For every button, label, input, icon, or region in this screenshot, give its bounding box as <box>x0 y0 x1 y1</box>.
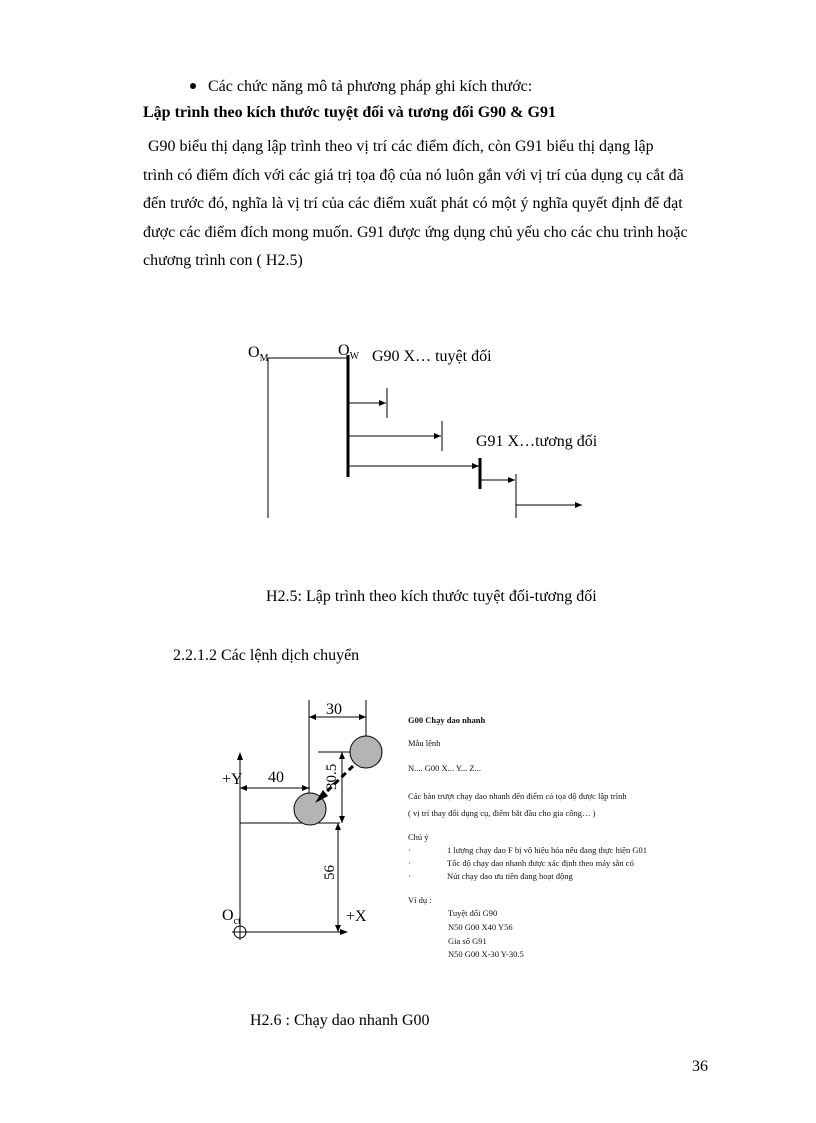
g00-desc-2: ( vị trí thay đổi dụng cụ, điểm bắt đầu cho gia công… ) <box>408 808 596 818</box>
arrowhead-icon <box>309 714 316 720</box>
dim-30-5-label: 30.5 <box>324 763 340 790</box>
g91-label: G91 X…tương đối <box>476 433 598 450</box>
g00-note-3: Nút chạy dao ưu tiên đang hoạt động <box>447 871 573 881</box>
arrowhead-icon <box>302 785 309 791</box>
dim-40-label: 40 <box>268 769 284 786</box>
dim-56-label: 56 <box>322 865 338 880</box>
g00-note-2: Tốc độ chạy dao nhanh được xác định theo máy sẵn có <box>447 858 634 868</box>
note-bullet: · <box>408 845 411 855</box>
g00-form-label: Mẫu lệnh <box>408 738 441 748</box>
note-bullet: · <box>408 871 411 881</box>
arrowhead-icon <box>339 752 345 759</box>
g00-example-2: N50 G00 X40 Y56 <box>448 922 513 932</box>
g90-label: G90 X… tuyệt đối <box>372 348 492 365</box>
dim-30-label: 30 <box>326 701 342 718</box>
oct-label: $O_{ct}$ <box>222 907 241 927</box>
subsection-heading: 2.2.1.2 Các lệnh dịch chuyển <box>173 647 360 664</box>
plus-y-label: +Y <box>222 771 243 788</box>
g00-note-title: Chú ý <box>408 832 429 842</box>
arrowhead-icon <box>359 714 366 720</box>
paragraph-line: chương trình con ( H2.5) <box>143 252 303 269</box>
bullet-text: Các chức năng mô tả phương pháp ghi kích thước: <box>208 78 533 95</box>
g00-example-title: Ví dụ : <box>408 895 432 905</box>
g00-example-4: N50 G00 X-30 Y-30.5 <box>448 949 524 959</box>
g00-form: N.... G00 X... Y... Z... <box>408 763 481 773</box>
x-arrowhead-icon <box>340 929 348 935</box>
arrowhead-icon <box>339 816 345 823</box>
arrowhead-icon <box>335 823 341 830</box>
paragraph-line: được các điểm đích mong muốn. G91 được ứng dụng chủ yếu cho các chu trình hoặc <box>143 223 688 241</box>
g00-note-1: 1 lượng chạy dao F bị vô hiệu hóa nếu đang thực hiện G01 <box>447 845 647 855</box>
figure1-caption: H2.5: Lập trình theo kích thước tuyệt đối-tương đối <box>266 588 597 605</box>
y-arrowhead-icon <box>237 752 243 760</box>
paragraph-line: trình có điểm đích với các giá trị tọa độ của nó luôn gắn với vị trí của dụng cụ cắt đã <box>143 166 684 184</box>
g00-example-1: Tuyệt đối G90 <box>448 908 498 918</box>
plus-x-label: +X <box>346 908 367 925</box>
om-label: $O_M$ <box>248 344 269 364</box>
figure2-caption: H2.6 : Chạy dao nhanh G00 <box>250 1012 430 1029</box>
paragraph-line: đến trước đó, nghĩa là vị trí của các điểm xuất phát có một ý nghĩa quyết định để đạt <box>143 195 683 212</box>
note-bullet: · <box>408 858 411 868</box>
tool-start-circle <box>350 736 382 768</box>
g00-desc-1: Các bàn trượt chạy dao nhanh đến điểm có tọa độ được lập trình <box>408 791 627 801</box>
g00-notes-title: G00 Chạy dao nhanh <box>408 715 486 725</box>
ow-label: $O_W$ <box>338 342 360 362</box>
paragraph-line: G90 biểu thị dạng lập trình theo vị trí các điểm đích, còn G91 biểu thị dạng lập <box>148 138 654 155</box>
g00-example-3: Gia số G91 <box>448 936 487 946</box>
section-heading: Lập trình theo kích thước tuyệt đối và tương đối G90 & G91 <box>143 104 556 121</box>
page-number: 36 <box>692 1058 708 1075</box>
